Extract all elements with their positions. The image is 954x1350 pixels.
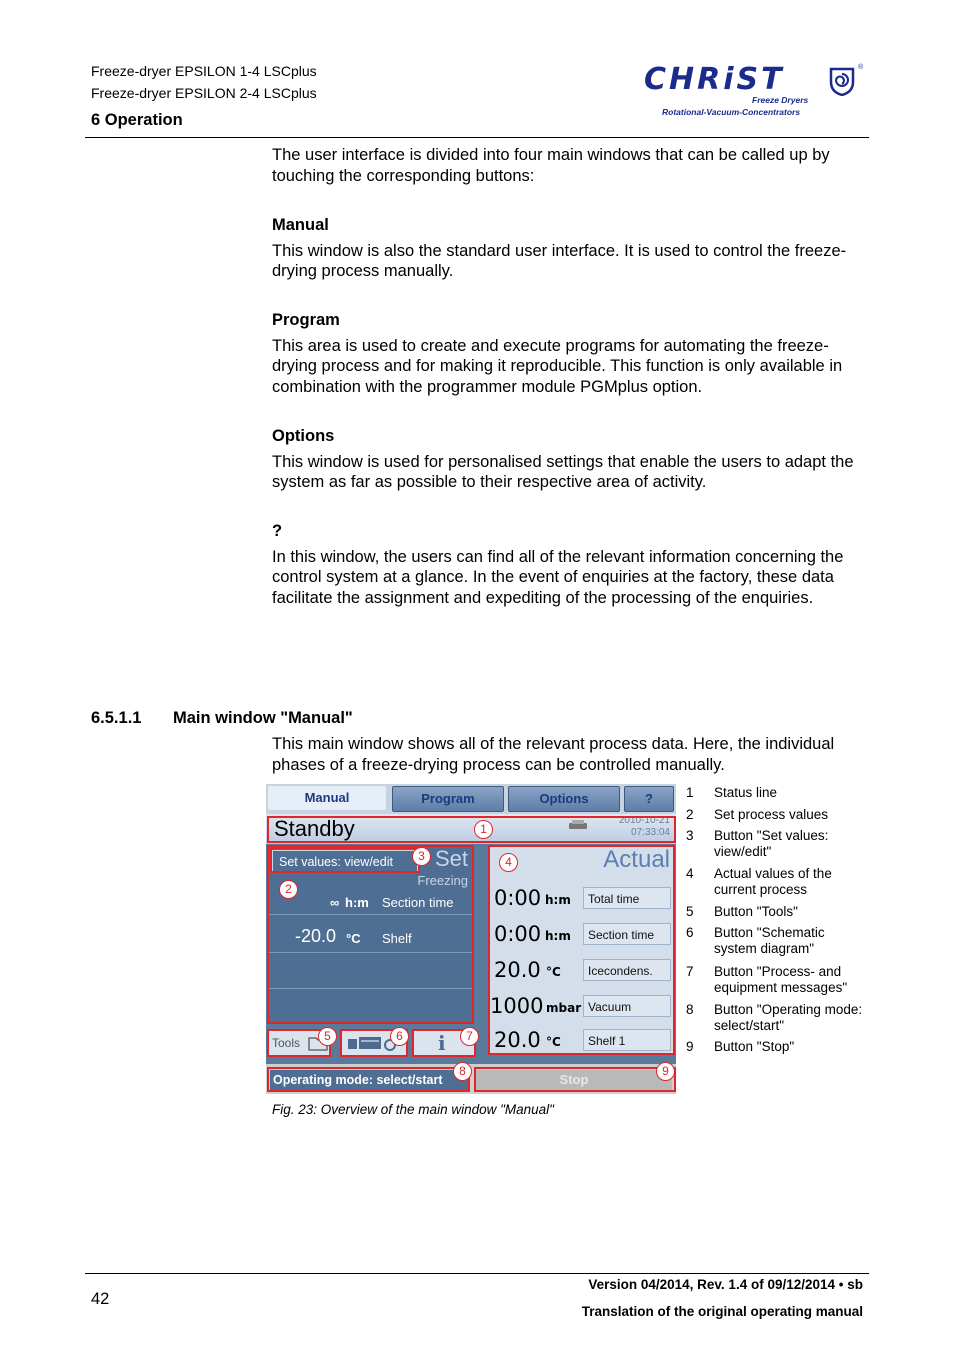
window-title: ? [272,522,283,540]
actual-unit: h:m [545,893,571,907]
window-options [272,426,862,493]
registered-mark-icon: ® [858,64,864,71]
logo-wordmark: CHRiST [644,62,785,97]
set-row-unit: °C [346,931,361,946]
actual-label: Icecondens. [583,959,671,981]
legend-number: 5 [686,904,694,919]
marker-9: 9 [656,1062,675,1081]
marker-4: 4 [499,853,518,872]
legend-text: Button "Operating mode: select/start" [714,1002,863,1033]
footer-version: Version 04/2014, Rev. 1.4 of 09/12/2014 • sb [588,1277,863,1292]
set-row-unit: h:m [345,895,369,910]
actual-label: Vacuum [583,995,671,1017]
header-product-line-1: Freeze-dryer EPSILON 1-4 LSCplus [91,63,317,79]
set-title: Set [434,846,468,871]
christ-logo [640,58,865,120]
set-row-value: -20.0 [295,926,337,946]
tab-help[interactable]: ? [624,786,674,812]
actual-unit: mbar [546,1001,582,1015]
actual-label: Section time [583,923,671,945]
window-text: This window is used for personalised settings that enable the users to adapt the system as far as possible to their respective area of activity. [272,452,854,491]
status-time: 07:33:04 [631,827,670,838]
marker-5: 5 [318,1027,337,1046]
legend-text: Button "Set values: view/edit" [714,828,829,859]
set-row-value: ∞ [330,895,340,910]
tab-options[interactable]: Options [508,786,620,812]
tab-program[interactable]: Program [392,786,504,812]
legend-text: Button "Stop" [714,1039,795,1054]
legend-text: Button "Schematic system diagram" [714,925,825,956]
legend-number: 1 [686,785,694,800]
window-text: This window is also the standard user interface. It is used to control the freeze-drying process manually. [272,241,847,280]
window-program [272,310,862,397]
actual-value: 0:00 [494,886,542,910]
marker-8: 8 [453,1062,472,1081]
callout-box-status [267,816,676,843]
logo-tagline-2: Rotational-Vacuum-Concentrators [662,107,801,117]
tab-manual[interactable]: Manual [268,786,386,810]
tab-bar [266,784,676,814]
actual-unit: °C [546,965,561,979]
window-title: Program [272,311,340,329]
tools-label: Tools [272,1036,301,1050]
marker-3: 3 [412,847,431,866]
subsection-title: Main window "Manual" [173,709,353,727]
actual-unit: h:m [545,929,571,943]
marker-6: 6 [390,1027,409,1046]
marker-2: 2 [279,880,298,899]
actual-title: Actual [603,846,670,873]
legend-text: Button "Process- and equipment messages" [714,964,848,995]
figure-caption: Fig. 23: Overview of the main window "Manual" [272,1102,554,1117]
window-text: In this window, the users can find all of the relevant information concerning the control system at a glance. In the event of enquiries at the factory, these data facilitate the assignment and expediting of the processing of the enquiries. [272,547,844,607]
window-title: Options [272,427,335,445]
actual-value: 0:00 [494,922,542,946]
subsection-number: 6.5.1.1 [91,709,142,727]
callout-box-stop [474,1067,676,1092]
page-number: 42 [91,1290,110,1308]
actual-unit: °C [546,1035,561,1049]
info-icon: i [438,1031,446,1055]
status-text: Standby [274,816,355,841]
operating-mode-button[interactable]: Operating mode: select/start [270,1070,468,1090]
footer-divider [85,1273,869,1274]
legend-text: Status line [714,785,778,800]
callout-box-actual [488,845,675,1055]
intro-text: The user interface is divided into four main windows that can be called up by touching the corresponding buttons: [272,146,830,185]
legend-number: 2 [686,807,694,822]
legend-text: Set process values [714,807,829,822]
actual-value: 20.0 [494,1028,541,1052]
window-help [272,521,862,608]
marker-7: 7 [460,1027,479,1046]
header-product-line-2: Freeze-dryer EPSILON 2-4 LSCplus [91,85,317,101]
legend-text: Button "Tools" [714,904,798,919]
status-date: 2010-10-21 [618,815,670,826]
legend-number: 7 [686,964,694,979]
set-row-label: Section time [382,895,454,910]
window-title: Manual [272,216,329,234]
actual-label: Total time [583,887,671,909]
legend-number: 4 [686,866,694,881]
legend-number: 9 [686,1039,694,1054]
legend-number: 3 [686,828,694,843]
set-phase: Freezing [417,873,468,888]
legend-number: 8 [686,1002,694,1017]
window-manual [272,215,862,282]
set-row-label: Shelf [382,931,412,946]
actual-value: 1000 [490,994,544,1018]
logo-tagline-1: Freeze Dryers [752,95,809,105]
manual-window-figure [266,784,676,1094]
window-text: This area is used to create and execute programs for automating the freeze-drying process and for making it reproducible. This function is only available in combination with the programmer module PGMplus option. [272,336,843,396]
stop-button[interactable]: Stop [476,1070,672,1090]
header-section: 6 Operation [91,111,183,129]
marker-1: 1 [474,820,493,839]
actual-label: Shelf 1 [583,1029,671,1051]
callout-box-mode [267,1067,470,1092]
footer-translation: Translation of the original operating manual [581,1304,863,1319]
legend-number: 6 [686,925,694,940]
actual-value: 20.0 [494,958,541,982]
legend-text: Actual values of the current process [714,866,832,897]
set-values-button[interactable]: Set values: view/edit [272,850,418,872]
logo-emblem-icon [828,66,856,96]
header-divider [85,137,869,138]
subsection-text: This main window shows all of the relevant process data. Here, the individual phases of a freeze-drying process can be controlled manually. [272,735,835,774]
callout-box-set-button [270,847,420,873]
